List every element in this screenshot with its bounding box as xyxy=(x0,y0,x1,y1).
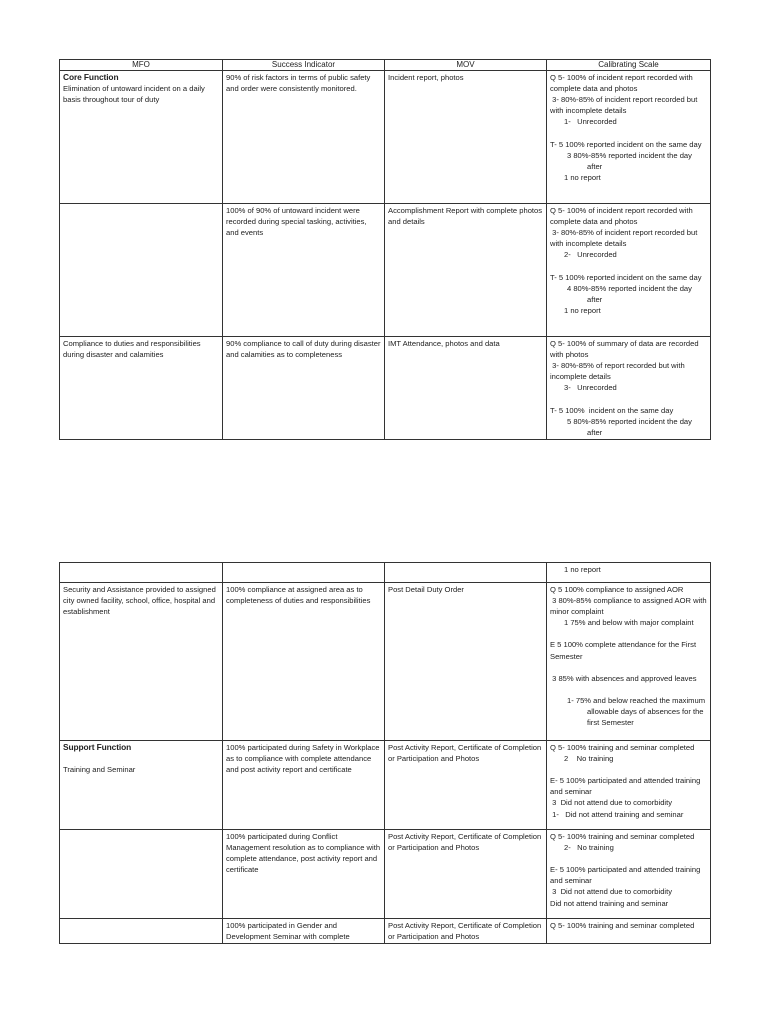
table-row xyxy=(60,830,711,919)
mfo-cell: Security and Assistance provided to assigned city owned facility, school, office, hospital and establishment xyxy=(60,583,223,741)
performance-table-page-1 xyxy=(59,59,711,440)
scale-quality: 1- Unrecorded xyxy=(564,117,617,127)
scale-timeliness: 1 no report xyxy=(564,172,601,182)
success-indicator-cell xyxy=(223,563,385,583)
scale-timeliness: T- 5 100% incident on the same day xyxy=(550,405,674,415)
success-indicator-cell: 100% participated during Conflict Management resolution as to compliance with complete attendance, post activity report and certificate xyxy=(223,830,385,919)
scale-efficiency: E- 5 100% participated and attended training and seminar xyxy=(550,776,703,797)
calibrating-scale-cell xyxy=(547,204,711,337)
success-indicator-cell: 100% participated in Gender and Development Seminar with complete xyxy=(223,919,385,944)
calibrating-scale-cell xyxy=(547,741,711,830)
table-row xyxy=(60,741,711,830)
calibrating-scale-cell xyxy=(547,830,711,919)
success-indicator-cell: 100% compliance at assigned area as to completeness of duties and responsibilities xyxy=(223,583,385,741)
table-row xyxy=(60,204,711,337)
scale-quality: Q 5- 100% of incident report recorded with complete data and photos xyxy=(550,73,695,94)
scale-efficiency: 3 85% with absences and approved leaves xyxy=(550,673,697,683)
scale-efficiency: 3 Did not attend due to comorbidity xyxy=(550,798,673,808)
scale-timeliness: 3 80%-85% reported incident the day after xyxy=(567,150,692,171)
scale-timeliness: 4 80%-85% reported incident the day after xyxy=(567,283,692,304)
scale-quality: Q 5- 100% training and seminar completed xyxy=(550,921,695,930)
mfo-text: Elimination of untoward incident on a daily basis throughout tour of duty xyxy=(63,84,207,105)
mov-cell: Post Detail Duty Order xyxy=(385,583,547,741)
scale-quality: 3 80%-85% compliance to assigned AOR with minor complaint xyxy=(550,596,709,617)
scale-efficiency: 1- 75% and below reached the maximum allowable days of absences for the first Semester xyxy=(567,695,706,728)
performance-table-page-2 xyxy=(59,562,711,944)
scale-quality: Q 5 100% compliance to assigned AOR xyxy=(550,585,684,594)
header-success-indicator: Success Indicator xyxy=(223,60,385,71)
scale-timeliness: 5 80%-85% reported incident the day after xyxy=(567,416,692,437)
continuation-row xyxy=(60,563,711,583)
table-row xyxy=(60,583,711,741)
calibrating-scale-cell xyxy=(547,337,711,440)
table-row xyxy=(60,337,711,440)
calibrating-scale-cell xyxy=(547,583,711,741)
scale-efficiency: Did not attend training and seminar xyxy=(550,898,669,908)
scale-efficiency: E- 5 100% participated and attended training and seminar xyxy=(550,865,703,886)
table-row xyxy=(60,71,711,204)
header-mov: MOV xyxy=(385,60,547,71)
scale-timeliness: 1 no report xyxy=(564,565,601,574)
success-indicator-cell: 90% of risk factors in terms of public safety and order were consistently monitored. xyxy=(223,71,385,204)
mfo-cell xyxy=(60,563,223,583)
scale-quality: 3- 80%-85% of report recorded but with incomplete details xyxy=(550,361,687,382)
success-indicator-cell: 100% participated during Safety in Workplace as to compliance with complete attendance and post activity report and certificate xyxy=(223,741,385,830)
scale-quality: 3- 80%-85% of incident report recorded but with incomplete details xyxy=(550,95,700,116)
scale-quality: 1 75% and below with major complaint xyxy=(564,618,694,628)
scale-quality: 2- Unrecorded xyxy=(564,250,617,260)
calibrating-scale-cell xyxy=(547,71,711,204)
mov-cell: IMT Attendance, photos and data xyxy=(385,337,547,440)
header-calibrating-scale: Calibrating Scale xyxy=(547,60,711,71)
scale-quality: Q 5- 100% training and seminar completed xyxy=(550,743,695,752)
mfo-cell: Compliance to duties and responsibilities during disaster and calamities xyxy=(60,337,223,440)
success-indicator-cell: 100% of 90% of untoward incident were recorded during special tasking, activities, and events xyxy=(223,204,385,337)
scale-timeliness: T- 5 100% reported incident on the same day xyxy=(550,272,702,282)
scale-quality: 2- No training xyxy=(564,843,614,853)
mfo-cell xyxy=(60,71,223,204)
header-row xyxy=(60,60,711,71)
scale-timeliness: 1 no report xyxy=(564,305,601,315)
scale-timeliness: T- 5 100% reported incident on the same day xyxy=(550,139,702,149)
scale-quality: 2 No training xyxy=(564,754,614,764)
scale-quality: 3- 80%-85% of incident report recorded but with incomplete details xyxy=(550,228,700,249)
scale-quality: Q 5- 100% of incident report recorded with complete data and photos xyxy=(550,206,695,227)
scale-quality: Q 5- 100% training and seminar completed xyxy=(550,832,695,841)
header-mfo: MFO xyxy=(60,60,223,71)
scale-quality: Q 5- 100% of summary of data are recorded with photos xyxy=(550,339,701,360)
mov-cell xyxy=(385,563,547,583)
calibrating-scale-cell xyxy=(547,919,711,944)
calibrating-scale-cell xyxy=(547,563,711,583)
mov-cell: Incident report, photos xyxy=(385,71,547,204)
mfo-cell xyxy=(60,919,223,944)
scale-efficiency: 1- Did not attend training and seminar xyxy=(550,809,684,819)
scale-efficiency: 3 Did not attend due to comorbidity xyxy=(550,887,673,897)
mfo-text: Training and Seminar xyxy=(63,765,136,775)
scale-quality: 3- Unrecorded xyxy=(564,383,617,393)
mov-cell: Post Activity Report, Certificate of Completion or Participation and Photos xyxy=(385,830,547,919)
scale-efficiency: E 5 100% complete attendance for the First Semester xyxy=(550,640,699,661)
mov-cell: Post Activity Report, Certificate of Completion or Participation and Photos xyxy=(385,741,547,830)
success-indicator-cell: 90% compliance to call of duty during disaster and calamities as to completeness xyxy=(223,337,385,440)
mfo-cell xyxy=(60,204,223,337)
mov-cell: Accomplishment Report with complete photos and details xyxy=(385,204,547,337)
mov-cell: Post Activity Report, Certificate of Completion or Participation and Photos xyxy=(385,919,547,944)
table-row xyxy=(60,919,711,944)
mfo-cell xyxy=(60,741,223,830)
mfo-cell xyxy=(60,830,223,919)
core-function-heading: Core Function xyxy=(63,72,119,82)
support-function-heading: Support Function xyxy=(63,742,132,752)
